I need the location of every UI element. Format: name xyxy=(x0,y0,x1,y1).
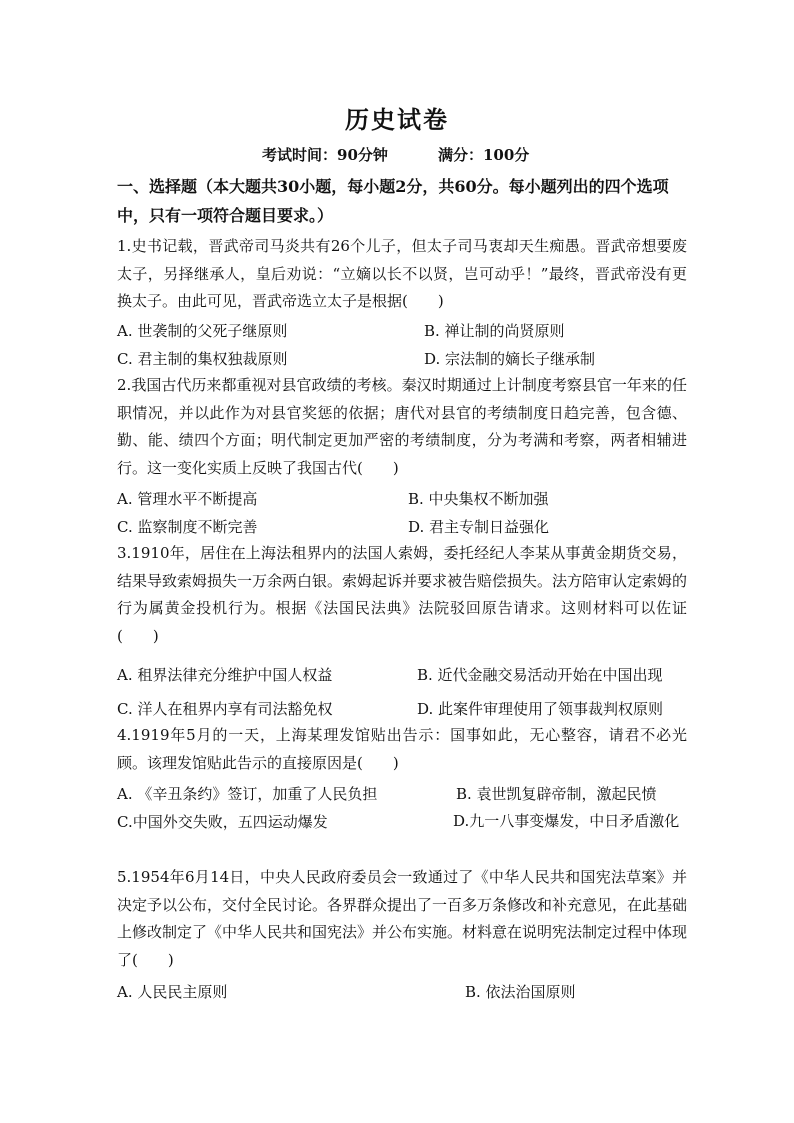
section-heading: 一、选择题（本大题共30小题，每小题2分，共60分。每小题列出的四个选项中，只有一项符合题目要求。） xyxy=(117,177,669,225)
question-4-option-a: A. 《辛丑条约》签订，加重了人民负担 xyxy=(117,785,378,803)
question-2-stem: 2.我国古代历来都重视对县官政绩的考核。秦汉时期通过上计制度考察县官一年来的任职情况，并以此作为对县官奖惩的依据；唐代对县官的考绩制度日趋完善，包含德、勤、能、绩四个方面；明代制定更加严密的考绩制度，分为考满和考察，两者相辅进行。这一变化实质上反映了我国古代( ) xyxy=(117,376,687,477)
question-5-stem: 5.1954年6月14日，中央人民政府委员会一致通过了《中华人民共和国宪法草案》并决定予以公布，交付全民讨论。各界群众提出了一百多万条修改和补充意见，在此基础上修改制定了《中华人民共和国宪法》并公布实施。材料意在说明宪法制定过程中体现了( ) xyxy=(117,868,688,969)
question-2-option-a: A. 管理水平不断提高 xyxy=(117,490,258,508)
question-2-option-c: C. 监察制度不断完善 xyxy=(117,518,258,536)
question-1-option-d: D. 宗法制的嫡长子继承制 xyxy=(424,350,596,368)
question-3-option-d: D. 此案件审理使用了领事裁判权原则 xyxy=(417,700,664,718)
page-title: 历史试卷 xyxy=(345,105,449,134)
question-1-option-b: B. 禅让制的尚贤原则 xyxy=(424,322,565,340)
question-4-stem: 4.1919年5月的一天，上海某理发馆贴出告示：国事如此，无心整容，请君不必光顾。该理发馆贴此告示的直接原因是( ) xyxy=(117,726,687,772)
question-1-stem: 1.史书记载，晋武帝司马炎共有26个儿子，但太子司马衷却天生痴愚。晋武帝想要废太子，另择继承人，皇后劝说：“立嫡以长不以贤，岂可动乎！”最终，晋武帝没有更换太子。由此可见，晋武帝选立太子是根据( ) xyxy=(117,237,687,310)
full-score: 满分：100分 xyxy=(438,146,530,164)
question-1-option-c: C. 君主制的集权独裁原则 xyxy=(117,350,288,368)
question-3-option-c: C. 洋人在租界内享有司法豁免权 xyxy=(117,700,333,718)
question-5-option-b: B. 依法治国原则 xyxy=(465,983,576,1001)
question-1-option-a: A. 世袭制的父死子继原则 xyxy=(117,322,288,340)
question-4-option-d: D.九一八事变爆发，中日矛盾激化 xyxy=(453,812,680,830)
question-3-option-a: A. 租界法律充分维护中国人权益 xyxy=(117,666,333,684)
question-3-option-b: B. 近代金融交易活动开始在中国出现 xyxy=(417,666,663,684)
exam-time: 考试时间：90分钟 xyxy=(262,146,388,164)
question-2-option-d: D. 君主专制日益强化 xyxy=(408,518,550,536)
question-5-option-a: A. 人民民主原则 xyxy=(117,983,228,1001)
question-2-option-b: B. 中央集权不断加强 xyxy=(408,490,549,508)
question-3-stem: 3.1910年，居住在上海法租界内的法国人索姆，委托经纪人李某从事黄金期货交易，结果导致索姆损失一万余两白银。索姆起诉并要求被告赔偿损失。法方陪审认定索姆的行为属黄金投机行为。根据《法国民法典》法院驳回原告请求。这则材料可以佐证( ) xyxy=(117,544,688,645)
question-4-option-c: C.中国外交失败，五四运动爆发 xyxy=(117,813,328,831)
question-4-option-b: B. 袁世凯复辟帝制，激起民愤 xyxy=(456,785,657,803)
